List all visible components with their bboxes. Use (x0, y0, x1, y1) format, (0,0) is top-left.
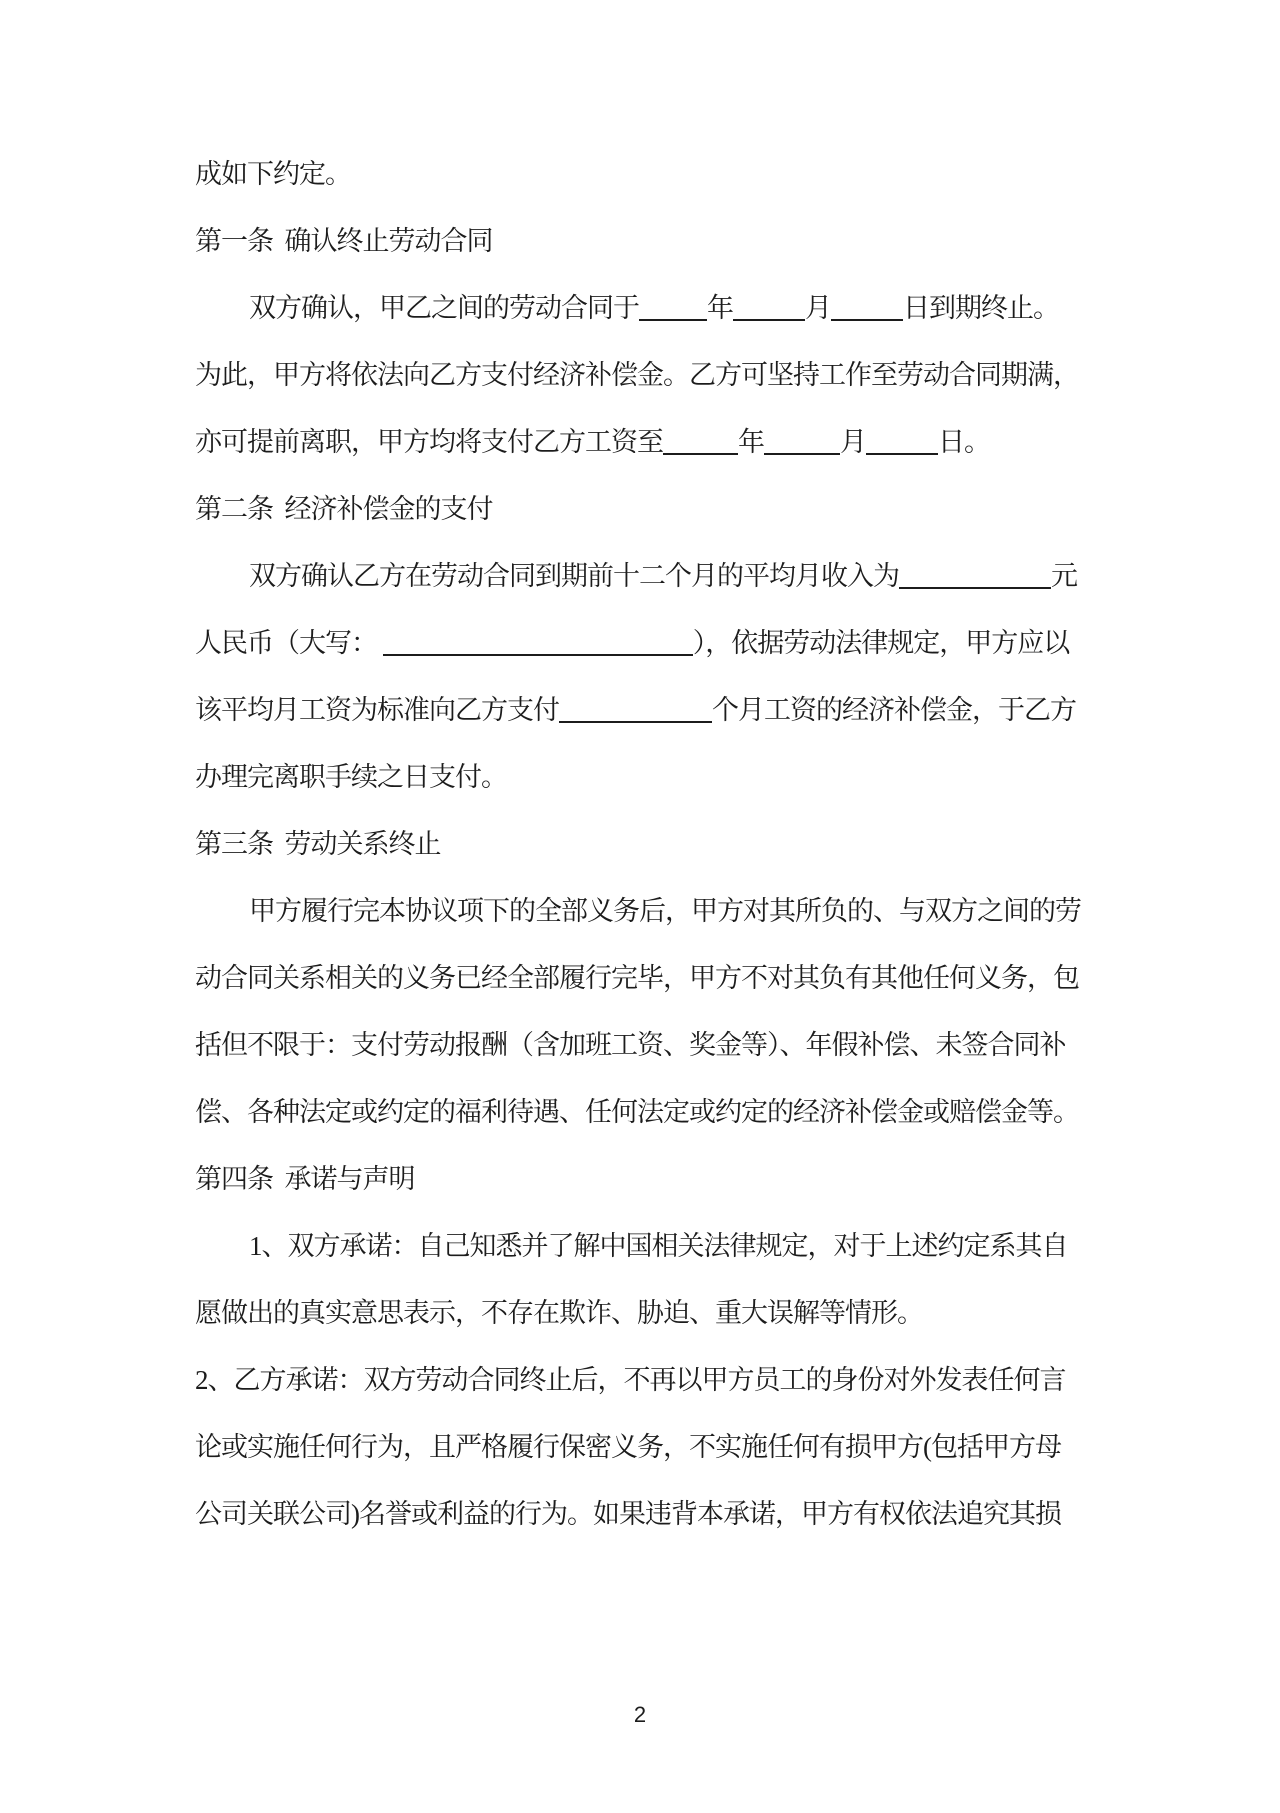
line-text: 2、乙方承诺：双方劳动合同终止后，不再以甲方员工的身份对外发表任何言 (195, 1365, 1066, 1395)
line-text: 论或实施任何行为，且严格履行保密义务，不实施任何有损甲方(包括甲方母 (195, 1432, 1061, 1462)
blank-underline-field[interactable] (639, 311, 707, 321)
document-line (195, 945, 1115, 1012)
line-text: 双方确认乙方在劳动合同到期前十二个月的平均月收入为 (249, 561, 899, 591)
document-line (195, 1347, 1115, 1414)
document-line (195, 1414, 1115, 1481)
line-text: 1、双方承诺：自己知悉并了解中国相关法律规定，对于上述约定系其自 (249, 1231, 1068, 1261)
document-line (195, 610, 1115, 677)
line-text: 括但不限于：支付劳动报酬（含加班工资、奖金等）、年假补偿、未签合同补 (195, 1030, 1066, 1060)
document-line (195, 409, 1115, 476)
line-text: 双方确认，甲乙之间的劳动合同于 (249, 293, 639, 323)
line-text: 该平均月工资为标准向乙方支付 (195, 695, 559, 725)
line-text: 日。 (938, 427, 990, 457)
line-text: 年 (738, 427, 764, 457)
line-text: 第三条 劳动关系终止 (195, 829, 441, 859)
line-text: 办理完离职手续之日支付。 (195, 762, 507, 792)
line-text: 人民币（大写： (195, 628, 383, 658)
line-text: ），依据劳动法律规定，甲方应以 (692, 628, 1070, 658)
line-text: 亦可提前离职，甲方均将支付乙方工资至 (195, 427, 663, 457)
blank-underline-field[interactable] (733, 311, 805, 321)
blank-underline-field[interactable] (383, 646, 693, 656)
line-text: 甲方履行完本协议项下的全部义务后，甲方对其所负的、与双方之间的劳 (249, 896, 1081, 926)
line-text: 第一条 确认终止劳动合同 (195, 226, 493, 256)
document-line (195, 141, 1115, 208)
document-line (195, 342, 1115, 409)
document-body (195, 141, 1115, 1548)
document-line (195, 208, 1115, 275)
blank-underline-field[interactable] (764, 445, 840, 455)
line-text: 为此，甲方将依法向乙方支付经济补偿金。乙方可坚持工作至劳动合同期满， (195, 360, 1079, 390)
line-text: 第四条 承诺与声明 (195, 1164, 415, 1194)
document-line (195, 811, 1115, 878)
blank-underline-field[interactable] (559, 713, 712, 723)
document-line (195, 1280, 1115, 1347)
line-text: 动合同关系相关的义务已经全部履行完毕，甲方不对其负有其他任何义务，包 (195, 963, 1079, 993)
document-line (195, 878, 1115, 945)
line-text: 第二条 经济补偿金的支付 (195, 494, 493, 524)
document-line (195, 677, 1115, 744)
document-line (195, 744, 1115, 811)
line-text: 日到期终止。 (903, 293, 1059, 323)
document-line (195, 543, 1115, 610)
document-line (195, 1481, 1115, 1548)
document-line (195, 476, 1115, 543)
line-text: 月 (840, 427, 866, 457)
document-line (195, 275, 1115, 342)
document-line (195, 1213, 1115, 1280)
page-number: 2 (633, 1702, 647, 1727)
line-text: 个月工资的经济补偿金，于乙方 (712, 695, 1076, 725)
line-text: 偿、各种法定或约定的福利待遇、任何法定或约定的经济补偿金或赔偿金等。 (195, 1097, 1079, 1127)
blank-underline-field[interactable] (831, 311, 903, 321)
line-text: 成如下约定。 (195, 159, 351, 189)
blank-underline-field[interactable] (899, 579, 1051, 589)
line-text: 公司关联公司)名誉或利益的行为。如果违背本承诺，甲方有权依法追究其损 (195, 1499, 1061, 1529)
blank-underline-field[interactable] (663, 445, 738, 455)
document-line (195, 1012, 1115, 1079)
line-text: 元 (1051, 561, 1077, 591)
line-text: 年 (707, 293, 733, 323)
document-line (195, 1146, 1115, 1213)
line-text: 月 (805, 293, 831, 323)
line-text: 愿做出的真实意思表示，不存在欺诈、胁迫、重大误解等情形。 (195, 1298, 923, 1328)
blank-underline-field[interactable] (866, 445, 938, 455)
document-line (195, 1079, 1115, 1146)
